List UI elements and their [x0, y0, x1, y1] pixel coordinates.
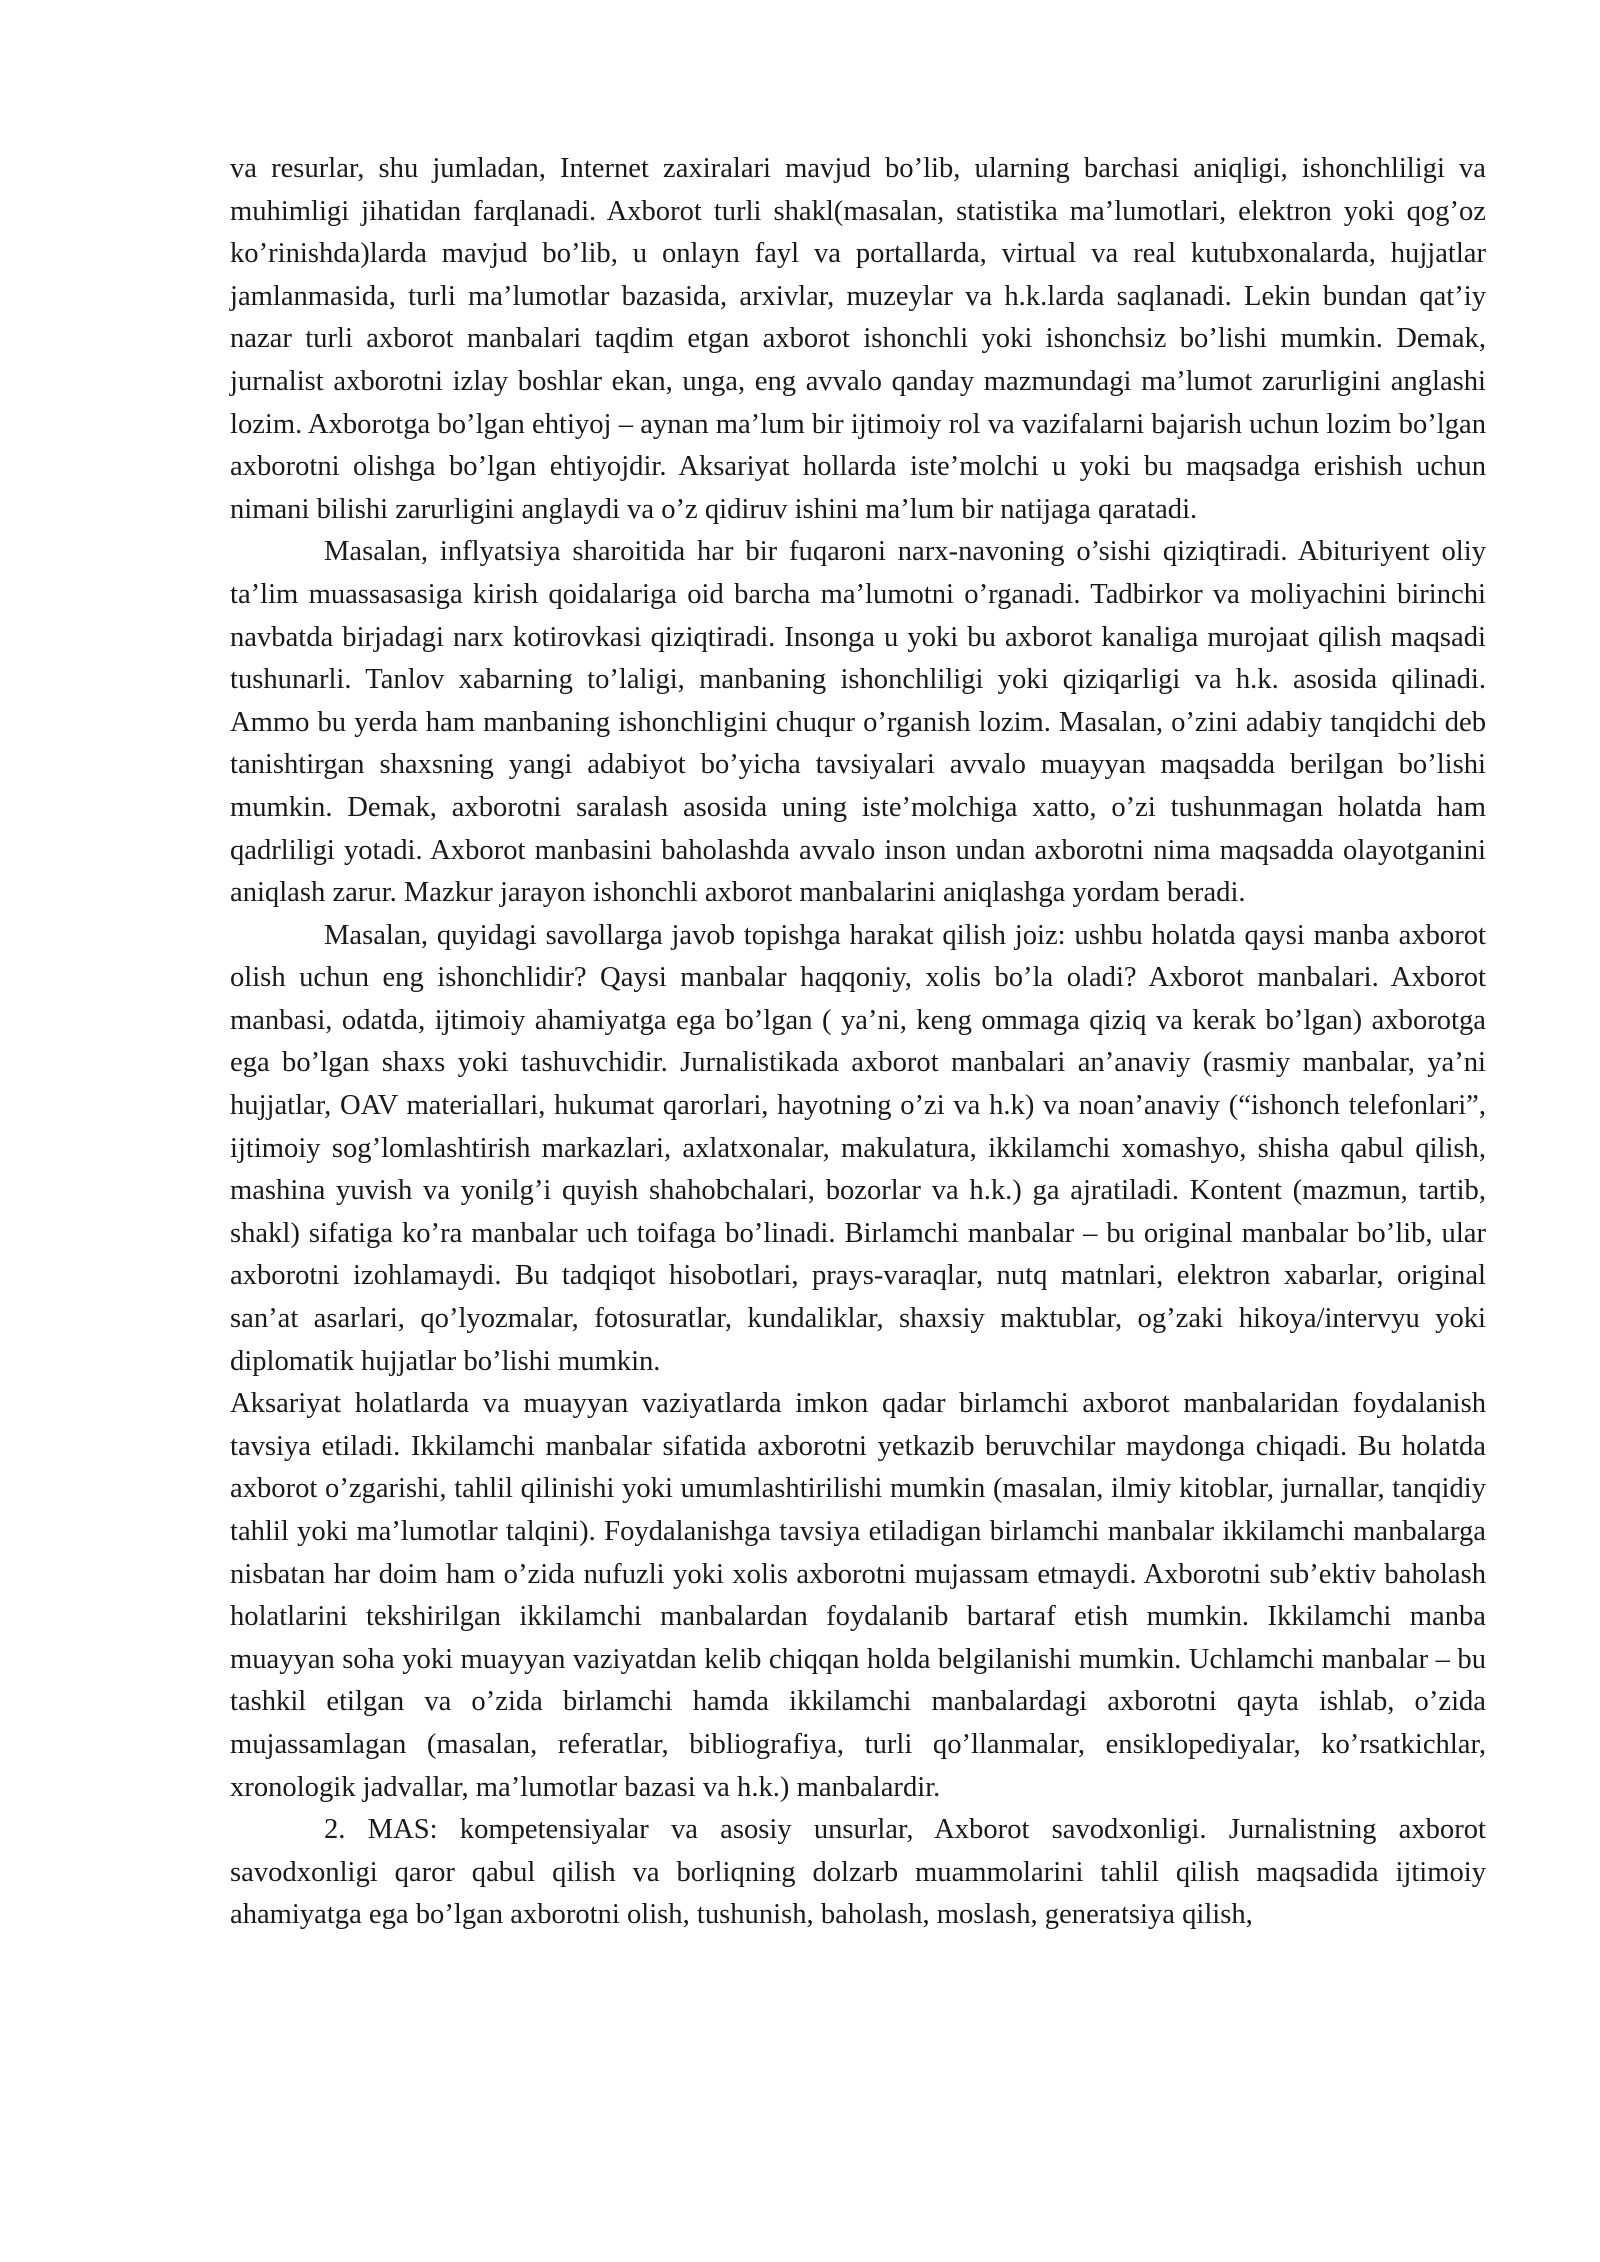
paragraph-2: Masalan, inflyatsiya sharoitida har bir fuqaroni narx-navoning o’sishi qiziqtiradi. Abituriyent oliy ta’lim muassasasiga kirish qoidalariga oid barcha ma’lumotni o’rganadi. Tadbirkor va moliyachini birinchi navbatda birjadagi narx kotirovkasi qiziqtiradi. Insonga u yoki bu axborot kanaliga murojaat qilish maqsadi tushunarli. Tanlov xabarning to’laligi, manbaning ishonchliligi yoki qiziqarligi va h.k. asosida qilinadi. Ammo bu yerda ham manbaning ishonchligini chuqur o’rganish lozim. Masalan, o’zini adabiy tanqidchi deb tanishtirgan shaxsning yangi adabiyot bo’yicha tavsiyalari avvalo muayyan maqsadda berilgan bo’lishi mumkin. Demak, axborotni saralash asosida uning iste’molchiga xatto, o’zi tushunmagan holatda ham qadrliligi yotadi. Axborot manbasini baholashda avvalo inson undan axborotni nima maqsadda olayotganini aniqlash zarur. Mazkur jarayon ishonchli axborot manbalarini aniqlashga yordam beradi.	[230, 536, 1486, 909]
paragraph-1: va resurlar, shu jumladan, Internet zaxiralari mavjud bo’lib, ularning barchasi aniqligi, ishonchliligi va muhimligi jihatidan farqlanadi. Axborot turli shakl(masalan, statistika ma’lumotlari, elektron yoki qog’oz ko’rinishda)larda mavjud bo’lib, u onlayn fayl va portallarda, virtual va real kutubxonalarda, hujjatlar jamlanmasida, turli ma’lumotlar bazasida, arxivlar, muzeylar va h.k.larda saqlanadi. Lekin bundan qat’iy nazar turli axborot manbalari taqdim etgan axborot ishonchli yoki ishonchsiz bo’lishi mumkin. Demak, jurnalist axborotni izlay boshlar ekan, unga, eng avvalo qanday mazmundagi ma’lumot zarurligini anglashi lozim. Axborotga bo’lgan ehtiyoj – aynan ma’lum bir ijtimoiy rol va vazifalarni bajarish uchun lozim bo’lgan axborotni olishga bo’lgan ehtiyojdir. Aksariyat hollarda iste’molchi u yoki bu maqsadga erishish uchun nimani bilishi zarurligini anglaydi va o’z qidiruv ishini ma’lum bir natijaga qaratadi.	[230, 153, 1486, 525]
paragraph-5: 2. MAS: kompetensiyalar va asosiy unsurlar, Axborot savodxonligi. Jurnalistning axborot savodxonligi qaror qabul qilish va borliqning dolzarb muammolarini tahlil qilish maqsadida ijtimoiy ahamiyatga ega bo’lgan axborotni olish, tushunish, baholash, moslash, generatsiya qilish,	[230, 1814, 1486, 1931]
paragraph-3: Masalan, quyidagi savollarga javob topishga harakat qilish joiz: ushbu holatda qaysi manba axborot olish uchun eng ishonchlidir? Qaysi manbalar haqqoniy, xolis bo’la oladi? Axborot manbalari. Axborot manbasi, odatda, ijtimoiy ahamiyatga ega bo’lgan ( ya’ni, keng ommaga qiziq va kerak bo’lgan) axborotga ega bo’lgan shaxs yoki tashuvchidir. Jurnalistikada axborot manbalari an’anaviy (rasmiy manbalar, ya’ni hujjatlar, OAV materiallari, hukumat qarorlari, hayotning o’zi va h.k) va noan’anaviy (“ishonch telefonlari”, ijtimoiy sog’lomlashtirish markazlari, axlatxonalar, makulatura, ikkilamchi xomashyo, shisha qabul qilish, mashina yuvish va yonilg’i quyish shahobchalari, bozorlar va h.k.) ga ajratiladi. Kontent (mazmun, tartib, shakl) sifatiga ko’ra manbalar uch toifaga bo’linadi. Birlamchi manbalar – bu original manbalar bo’lib, ular axborotni izohlamaydi. Bu tadqiqot hisobotlari, prays-varaqlar, nutq matnlari, elektron xabarlar, original san’at asarlari, qo’lyozmalar, fotosuratlar, kundaliklar, shaxsiy maktublar, og’zaki hikoya/intervyu yoki diplomatik hujjatlar bo’lishi mumkin.	[230, 919, 1486, 1377]
paragraph-4: Aksariyat holatlarda va muayyan vaziyatlarda imkon qadar birlamchi axborot manbalaridan foydalanish tavsiya etiladi. Ikkilamchi manbalar sifatida axborotni yetkazib beruvchilar maydonga chiqadi. Bu holatda axborot o’zgarishi, tahlil qilinishi yoki umumlashtirilishi mumkin (masalan, ilmiy kitoblar, jurnallar, tanqidiy tahlil yoki ma’lumotlar talqini). Foydalanishga tavsiya etiladigan birlamchi manbalar ikkilamchi manbalarga nisbatan har doim ham o’zida nufuzli yoki xolis axborotni mujassam etmaydi. Axborotni sub’ektiv baholash holatlarini tekshirilgan ikkilamchi manbalardan foydalanib bartaraf etish mumkin. Ikkilamchi manba muayyan soha yoki muayyan vaziyatdan kelib chiqqan holda belgilanishi mumkin. Uchlamchi manbalar – bu tashkil etilgan va o’zida birlamchi hamda ikkilamchi manbalardagi axborotni qayta ishlab, o’zida mujassamlagan (masalan, referatlar, bibliografiya, turli qo’llanmalar, ensiklopediyalar, ko’rsatkichlar, xronologik jadvallar, ma’lumotlar bazasi va h.k.) manbalardir.	[230, 1388, 1486, 1803]
document-page	[230, 148, 1486, 1937]
